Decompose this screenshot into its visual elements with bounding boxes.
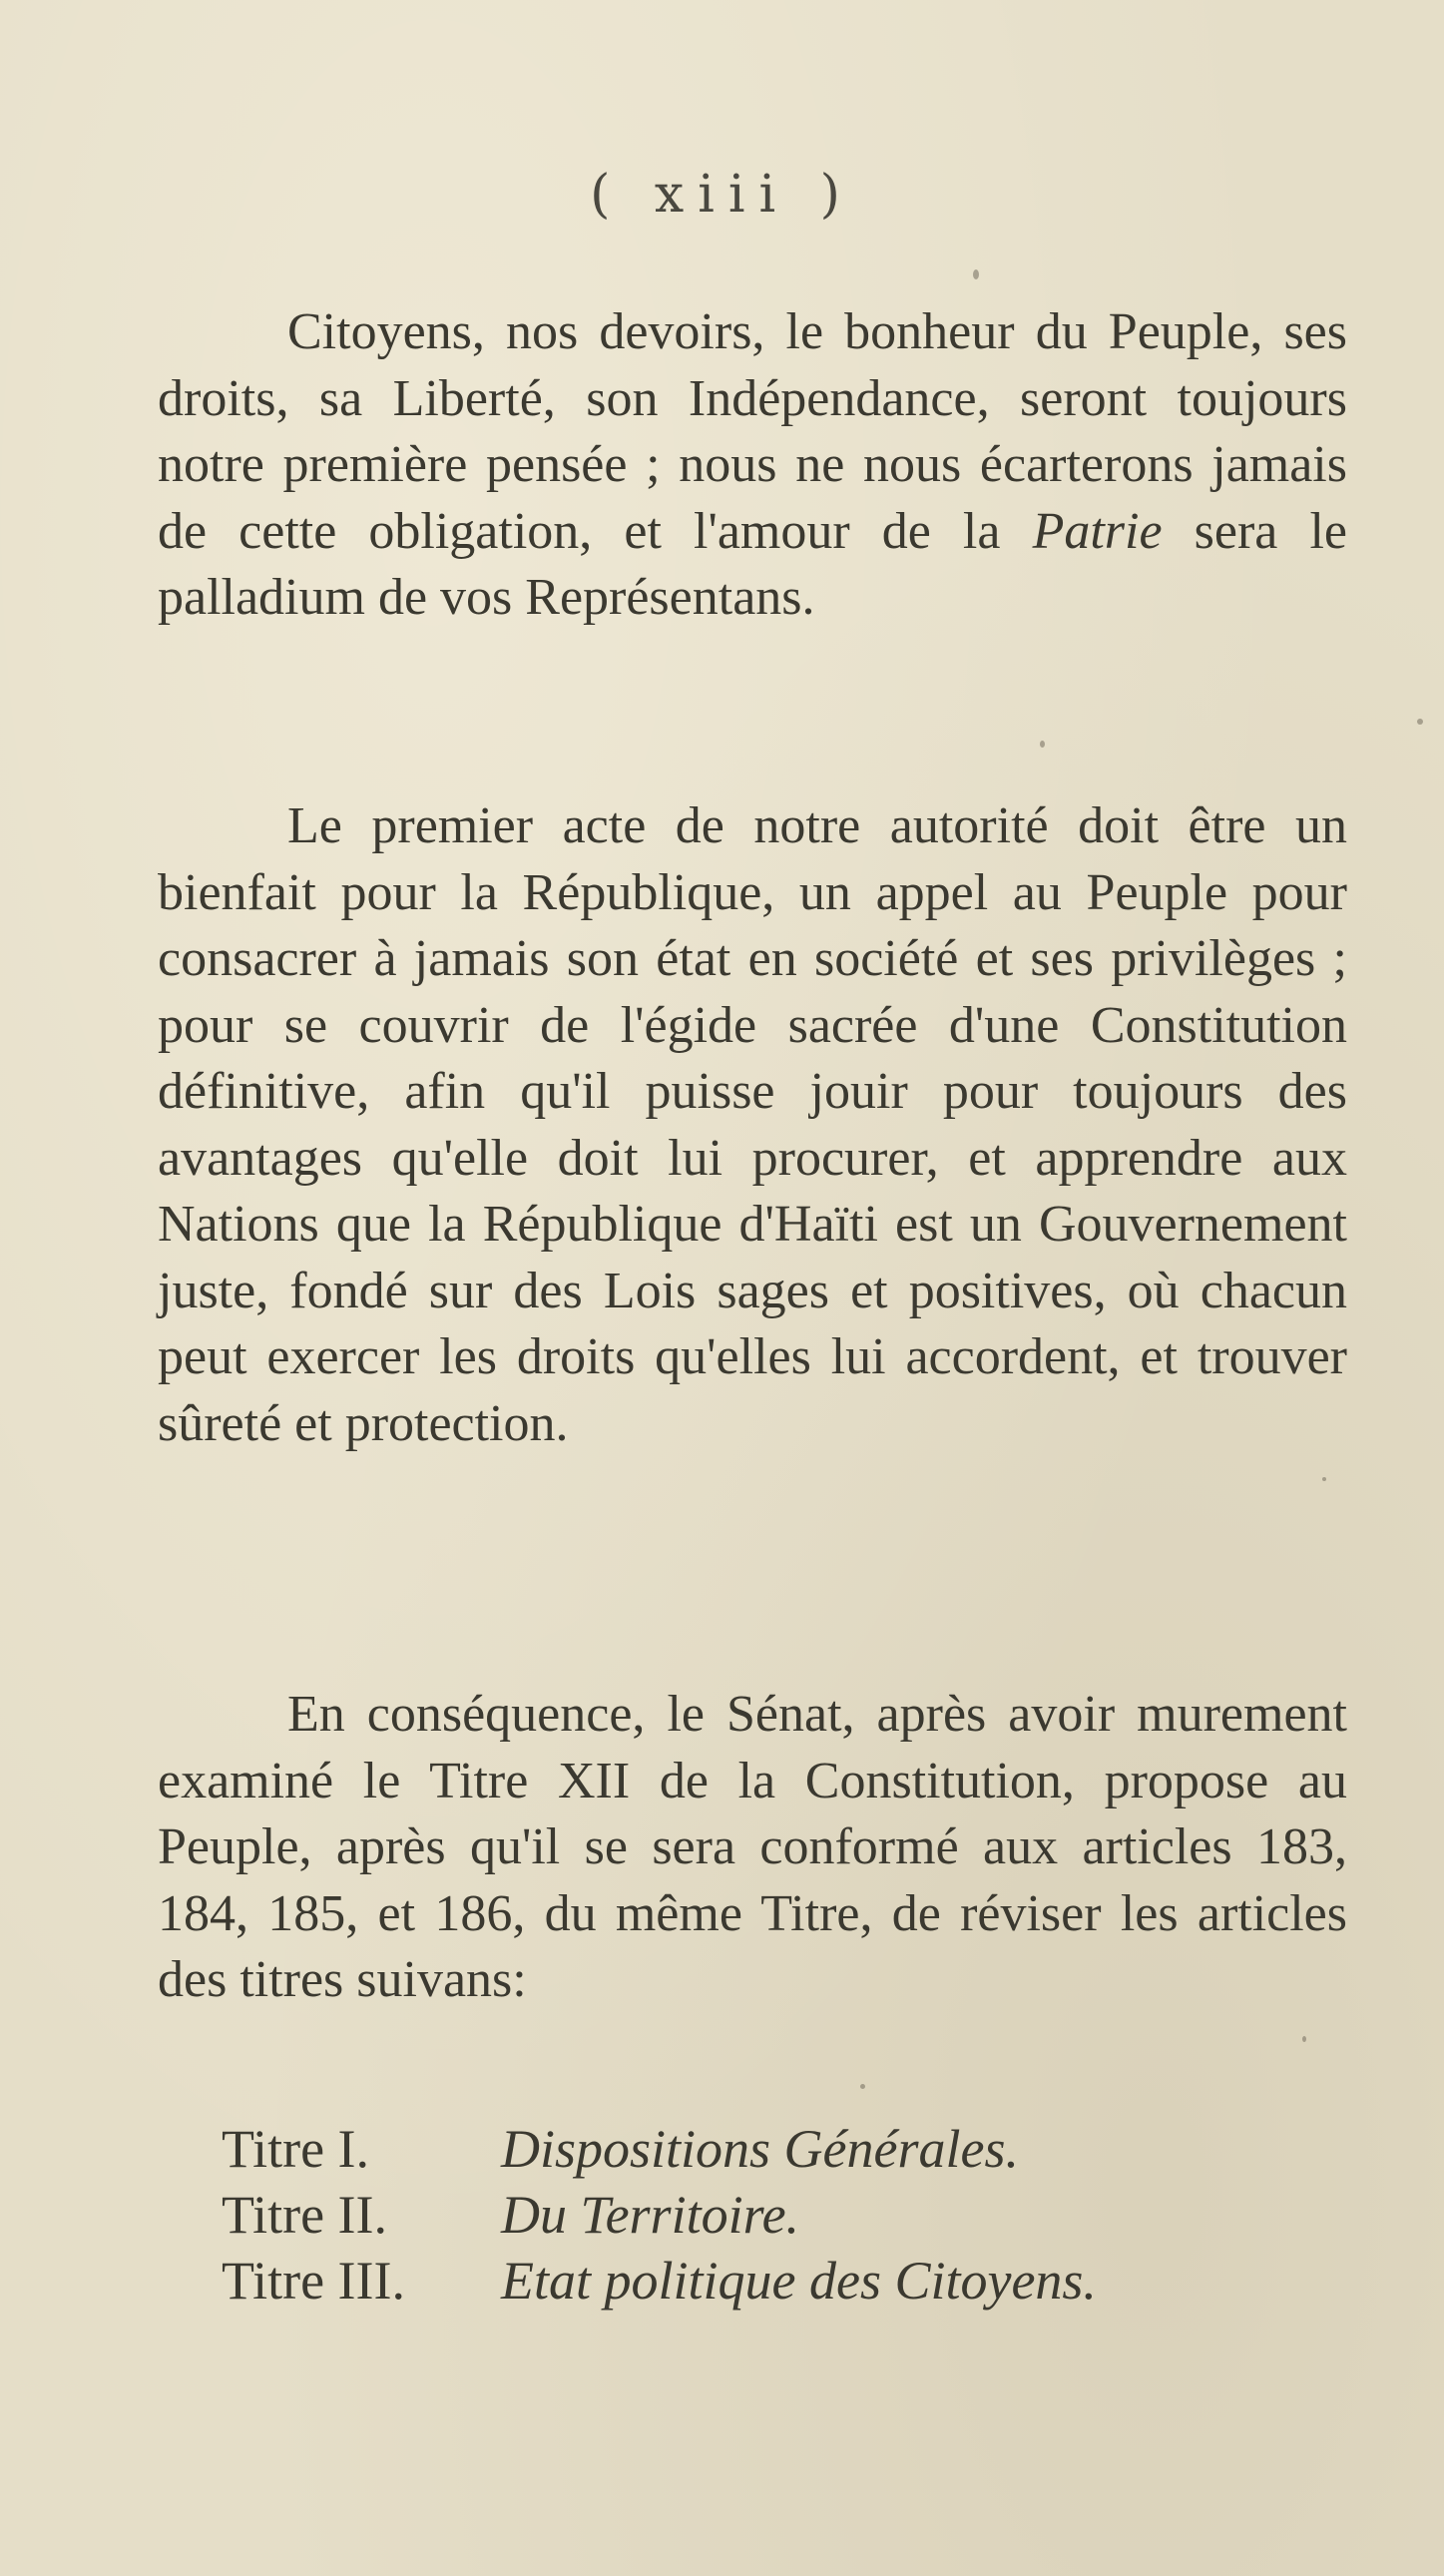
paragraph-2: Le premier acte de notre autorité doit être un bienfait pour la République, un appel au Peuple pour consacrer à jamais son état en société et ses privilèges ; pour se couvrir de l'égide sacrée d'une Constitution définitive, afin qu'il puisse jouir pour toujours des avantages qu'elle doit lui procurer, et apprendre aux Nations que la République d'Haïti est un Gouvernement juste, fondé sur des Lois sages et positives, où chacun peut exercer les droits qu'elles lui accordent, et trouver sûreté et protection.: [158, 797, 1347, 1452]
paragraph-1-text-after: sera le palladium de vos Représentans.: [158, 502, 1347, 626]
titre-label: Titre II.: [222, 2185, 388, 2245]
titre-name: Etat politique des Citoyens.: [501, 2251, 1097, 2311]
titre-label: Titre I.: [222, 2119, 370, 2179]
paper-speck: [1417, 719, 1423, 725]
titre-label: Titre III.: [222, 2251, 405, 2311]
titre-name: Du Territoire.: [501, 2185, 800, 2245]
paper-speck: [860, 2084, 865, 2089]
paragraph-3: En conséquence, le Sénat, après avoir murement examiné le Titre XII de la Constitution, propose au Peuple, après qu'il se sera conformé aux articles 183, 184, 185, et 186, du même Titre, de réviser les articles des titres suivans:: [158, 1686, 1347, 2008]
paper-speck: [1302, 2036, 1306, 2042]
paper-speck: [973, 269, 979, 279]
paragraph-1-text-before: Citoyens, nos devoirs, le bonheur du Peuple, ses droits, sa Liberté, son Indépendance, seront toujours notre première pensée ; nous ne nous écarterons jamais de cette obligation, et l'amour de la: [158, 303, 1347, 560]
page-number: ( xiii ): [590, 165, 854, 225]
titre-row: [222, 2116, 1339, 2182]
paragraph-1-emphasis: Patrie: [1032, 502, 1163, 560]
titre-row: [222, 2182, 1339, 2248]
titres-list: [222, 2116, 1339, 2314]
titre-row: [222, 2248, 1339, 2314]
paper-speck: [1322, 1477, 1326, 1481]
titre-name: Dispositions Générales.: [501, 2119, 1019, 2179]
paper-speck: [1040, 741, 1045, 748]
paragraph-1: [158, 299, 1347, 632]
